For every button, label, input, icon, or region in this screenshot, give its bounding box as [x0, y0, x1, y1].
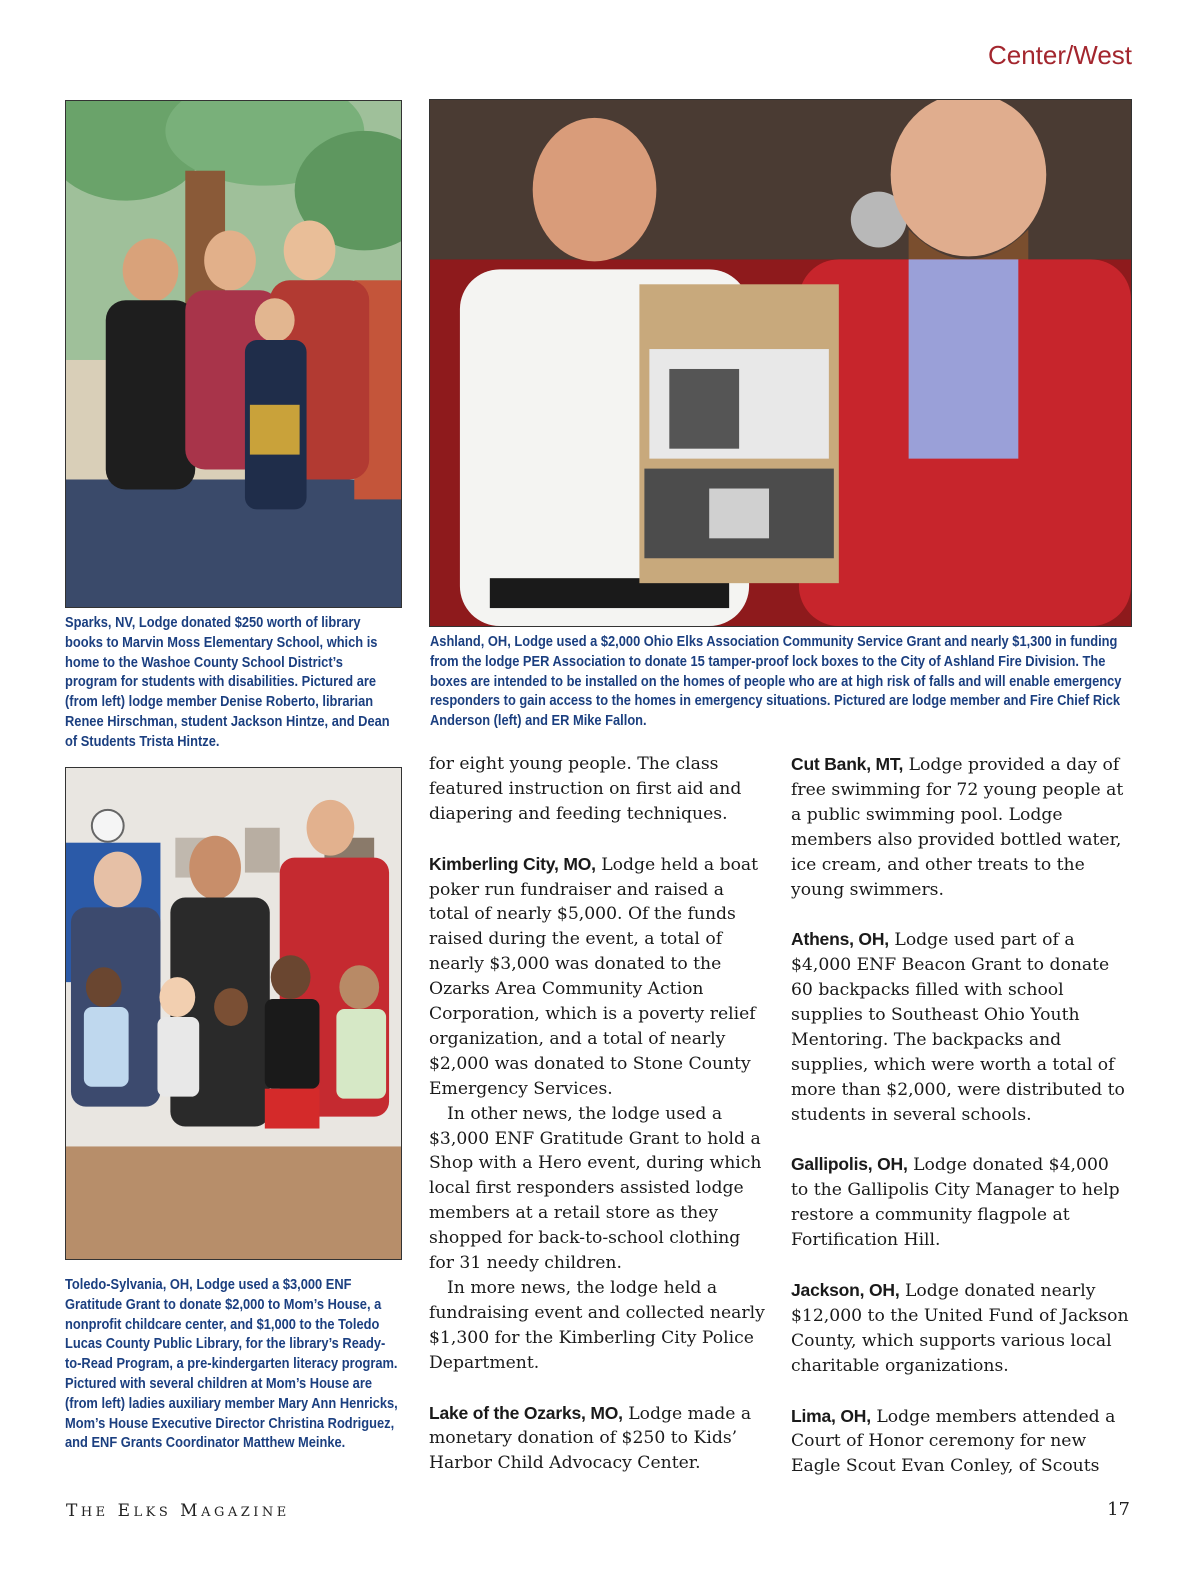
ashland-photo	[429, 99, 1132, 627]
gallipolis-body: Lodge donated $4,000 to the Gallipolis City Manager to help restore a community flagpole at Fortification Hill.	[791, 1155, 1120, 1251]
jackson-paragraph	[791, 1278, 1131, 1379]
magazine-name	[66, 1501, 290, 1521]
athens-place: Athens, OH,	[791, 929, 889, 950]
gallipolis-place: Gallipolis, OH,	[791, 1154, 908, 1175]
magazine-name-agazine: AGAZINE	[201, 1505, 290, 1520]
kimberling-body: Lodge held a boat poker run fundraiser and raised a total of nearly $5,000. Of the funds raised during the event, a total of nearly $3,000 was donated to the Ozarks Area Community Action Corporation, which is a poverty relief organization, and a total of nearly $2,000 was donated to Stone County Emergency Services.	[429, 854, 759, 1099]
ashland-caption	[430, 633, 1123, 732]
lima-place: Lima, OH,	[791, 1405, 871, 1426]
kimberling-paragraph-3: In more news, the lodge held a fundraising event and collected nearly $1,300 for the Kimberling City Police Department.	[429, 1278, 765, 1373]
sparks-photo	[65, 100, 402, 608]
kimberling-paragraph	[429, 852, 766, 1102]
lake-ozarks-body: Lodge made a monetary donation of $250 to Kids’ Harbor Child Advocacy Center.	[429, 1403, 752, 1474]
toledo-caption-body: Lodge used a $3,000 ENF Gratitude Grant to donate $2,000 to Mom’s House, a nonprofit childcare center, and $1,000 to the Toledo Lucas County Public Library, for the library’s Ready-to-Read Program, a pre-kindergarten literacy program. Pictured with several children at Mom’s House are (from left) ladies auxiliary member Mary Ann Henricks, Mom’s House Executive Director Christina Rodriguez, and ENF Grants Coordinator Matthew Meinke.	[65, 1277, 398, 1452]
section-label: Center/West	[987, 40, 1132, 70]
cut-bank-body: Lodge provided a day of free swimming for 72 young people at a public swimming pool. Lodge members also provided bottled water, ice cream, and other treats to the young swimmers.	[791, 755, 1124, 900]
right-column	[791, 752, 1131, 1479]
cut-bank-paragraph	[791, 752, 1131, 902]
sparks-caption-body: Lodge donated $250 worth of library books to Marvin Moss Elementary School, which is home to the Washoe County School District’s program for students with disabilities. Pictured are (from left) lodge member Denise Roberto, librarian Renee Hirschman, student Jackson Hintze, and Dean of Students Trista Hintze.	[65, 615, 390, 750]
page-number: 17	[1107, 1499, 1130, 1520]
athens-body: Lodge used part of a $4,000 ENF Beacon Grant to donate 60 backpacks filled with school supplies to Southeast Ohio Youth Mentoring. The backpacks and supplies, which were worth a total of more than $2,000, were distributed to students in several schools.	[791, 930, 1125, 1125]
magazine-name-lks: LKS	[133, 1505, 172, 1520]
lake-ozarks-paragraph	[429, 1401, 766, 1477]
gallipolis-paragraph	[791, 1152, 1131, 1253]
lima-body: Lodge members attended a Court of Honor ceremony for new Eagle Scout Evan Conley, of Scouts	[791, 1406, 1116, 1477]
jackson-place: Jackson, OH,	[791, 1279, 900, 1300]
toledo-caption-place: Toledo-Sylvania, OH,	[65, 1277, 193, 1293]
lima-paragraph	[791, 1404, 1131, 1480]
ashland-caption-body: Lodge used a $2,000 Ohio Elks Association Community Service Grant and nearly $1,300 in funding from the lodge PER Association to donate 15 tamper-proof lock boxes to the City of Ashland Fire Division. The boxes are intended to be installed on the homes of people who are at high risk of falls and will enable emergency responders to gain access to the homes in emergency situations. Pictured are lodge member and Fire Chief Rick Anderson (left) and ER Mike Fallon.	[430, 634, 1122, 730]
athens-paragraph	[791, 927, 1131, 1127]
jackson-body: Lodge donated nearly $12,000 to the United Fund of Jackson County, which supports various local charitable organizations.	[791, 1280, 1129, 1376]
kimberling-place: Kimberling City, MO,	[429, 853, 596, 874]
magazine-name-e: E	[117, 1501, 134, 1521]
sparks-caption-place: Sparks, NV,	[65, 615, 136, 631]
kimberling-paragraph-2: In other news, the lodge used a $3,000 ENF Gratitude Grant to hold a Shop with a Hero event, during which local first responders assisted lodge members at a retail store as they shopped for back-to-school clothing for 31 needy children.	[429, 1103, 762, 1274]
sparks-caption	[65, 614, 398, 753]
toledo-caption	[65, 1276, 402, 1454]
lake-ozarks-place: Lake of the Ozarks, MO,	[429, 1402, 623, 1423]
toledo-photo	[65, 767, 402, 1260]
cut-bank-place: Cut Bank, MT,	[791, 754, 904, 774]
continued-paragraph: for eight young people. The class featured instruction on first aid and diapering and feeding techniques.	[429, 754, 742, 824]
middle-column	[429, 752, 766, 1476]
magazine-name-m: M	[180, 1501, 202, 1521]
magazine-name-he: HE	[80, 1505, 109, 1520]
magazine-name-t: T	[66, 1501, 81, 1521]
ashland-caption-place: Ashland, OH,	[430, 634, 511, 650]
